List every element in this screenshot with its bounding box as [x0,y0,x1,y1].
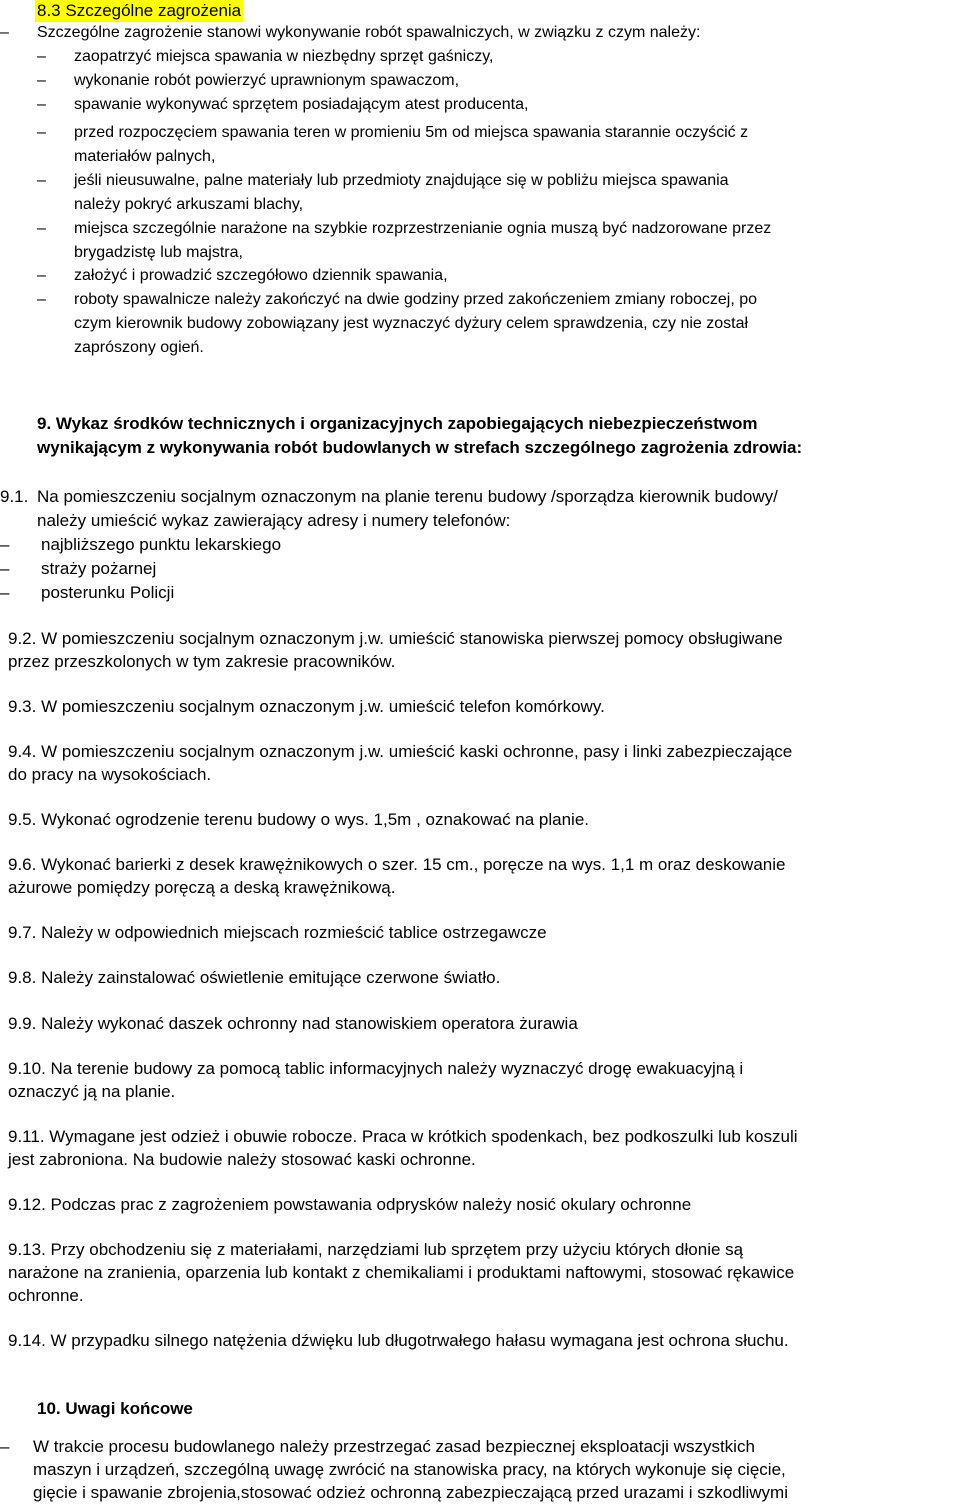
paragraph-9-1-cont: należy umieścić wykaz zawierający adresy i numery telefonów: [37,511,511,530]
list-item: zaopatrzyć miejsca spawania w niezbędny sprzęt gaśniczy, [74,48,494,65]
paragraph-9-11: 9.11. Wymagane jest odzież i obuwie robocze. Praca w krótkich spodenkach, bez podkoszulki lub koszuli [8,1127,798,1146]
paragraph-9-4-cont: do pracy na wysokościach. [8,765,212,784]
dash-marker: – [37,124,46,141]
list-item: jeśli nieusuwalne, palne materiały lub przedmioty znajdujące się w pobliżu miejsca spawania [74,172,729,189]
paragraph-9-8: 9.8. Należy zainstalować oświetlenie emitujące czerwone światło. [8,968,501,987]
dash-marker: – [37,267,46,284]
list-item: posterunku Policji [41,583,175,602]
final-remarks-cont: gięcie i spawanie zbrojenia,stosować odzież ochronną zabezpieczającą przed urazami i szkodliwymi [33,1483,788,1502]
final-remarks-cont: maszyn i urządzeń, szczególną uwagę zwrócić na stanowiska pracy, na których wykonuje się cięcie, [33,1460,786,1479]
paragraph-9-10: 9.10. Na terenie budowy za pomocą tablic informacyjnych należy wyznaczyć drogę ewakuacyjną i [8,1059,744,1078]
section-8-3-intro: Szczególne zagrożenie stanowi wykonywanie robót spawalniczych, w związku z czym należy: [37,24,701,41]
list-item-continuation: czym kierownik budowy zobowiązany jest wyznaczyć dyżury celem sprawdzenia, czy nie został [74,315,749,332]
list-item-continuation: materiałów palnych, [74,148,216,165]
dash-marker: – [0,1437,10,1456]
section-9-heading-cont: wynikającym z wykonywania robót budowlanych w strefach szczególnego zagrożenia zdrowia: [37,438,803,457]
paragraph-9-4: 9.4. W pomieszczeniu socjalnym oznaczonym j.w. umieścić kaski ochronne, pasy i linki zabezpieczające [8,742,793,761]
paragraph-9-2: 9.2. W pomieszczeniu socjalnym oznaczonym j.w. umieścić stanowiska pierwszej pomocy obsługiwane [8,629,783,648]
paragraph-9-3: 9.3. W pomieszczeniu socjalnym oznaczonym j.w. umieścić telefon komórkowy. [8,697,605,716]
dash-marker: – [0,535,10,554]
paragraph-9-13: 9.13. Przy obchodzeniu się z materiałami, narzędziami lub sprzętem przy użyciu których dłonie są [8,1240,744,1259]
list-item: wykonanie robót powierzyć uprawnionym spawaczom, [74,72,460,89]
paragraph-9-6-cont: ażurowe pomiędzy poręczą a deską krawężnikową. [8,878,396,897]
paragraph-9-13-cont: narażone na zranienia, oparzenia lub kontakt z chemikaliami i produktami naftowymi, stosować rękawice [8,1263,795,1282]
list-item: straży pożarnej [41,559,157,578]
paragraph-9-9: 9.9. Należy wykonać daszek ochronny nad stanowiskiem operatora żurawia [8,1014,578,1033]
list-item: założyć i prowadzić szczegółowo dziennik spawania, [74,267,448,284]
dash-marker: – [37,48,46,65]
dash-marker: – [37,172,46,189]
para-number: 9.1. [0,487,29,506]
dash-marker: – [0,583,10,602]
paragraph-9-12: 9.12. Podczas prac z zagrożeniem powstawania odprysków należy nosić okulary ochronne [8,1195,692,1214]
paragraph-9-1: Na pomieszczeniu socjalnym oznaczonym na planie terenu budowy /sporządza kierownik budowy/ [37,487,778,506]
list-item: spawanie wykonywać sprzętem posiadającym atest producenta, [74,96,529,113]
list-item-continuation: należy pokryć arkuszami blachy, [74,196,304,213]
dash-marker: – [0,559,10,578]
paragraph-9-5: 9.5. Wykonać ogrodzenie terenu budowy o wys. 1,5m , oznakować na planie. [8,810,590,829]
paragraph-9-14: 9.14. W przypadku silnego natężenia dźwięku lub długotrwałego hałasu wymagana jest ochrona słuchu. [8,1331,789,1350]
paragraph-9-7: 9.7. Należy w odpowiednich miejscach rozmieścić tablice ostrzegawcze [8,923,547,942]
list-item: przed rozpoczęciem spawania teren w promieniu 5m od miejsca spawania starannie oczyścić z [74,124,749,141]
paragraph-9-11-cont: jest zabroniona. Na budowie należy stosować kaski ochronne. [8,1150,476,1169]
final-remarks: W trakcie procesu budowlanego należy przestrzegać zasad bezpiecznej eksploatacji wszystkich [33,1437,755,1456]
list-item-continuation: brygadzistę lub majstra, [74,244,243,261]
paragraph-9-2-cont: przez przeszkolonych w tym zakresie pracowników. [8,652,396,671]
paragraph-9-13-cont: ochronne. [8,1286,84,1305]
dash-marker: – [0,24,9,41]
section-8-3-heading: 8.3 Szczególne zagrożenia [37,1,242,20]
list-item: miejsca szczególnie narażone na szybkie rozprzestrzenianie ognia muszą być nadzorowane przez [74,220,772,237]
list-item: najbliższego punktu lekarskiego [41,535,282,554]
paragraph-9-6: 9.6. Wykonać barierki z desek krawężnikowych o szer. 15 cm., poręcze na wys. 1,1 m oraz deskowanie [8,855,786,874]
paragraph-9-10-cont: oznaczyć ją na planie. [8,1082,176,1101]
dash-marker: – [37,291,46,308]
section-10-heading: 10. Uwagi końcowe [37,1399,193,1418]
list-item-continuation: zaprószony ogień. [74,339,204,356]
dash-marker: – [37,96,46,113]
dash-marker: – [37,72,46,89]
section-9-heading: 9. Wykaz środków technicznych i organizacyjnych zapobiegających niebezpieczeństwom [37,414,758,433]
list-item: roboty spawalnicze należy zakończyć na dwie godziny przed zakończeniem zmiany roboczej, po [74,291,758,308]
dash-marker: – [37,220,46,237]
